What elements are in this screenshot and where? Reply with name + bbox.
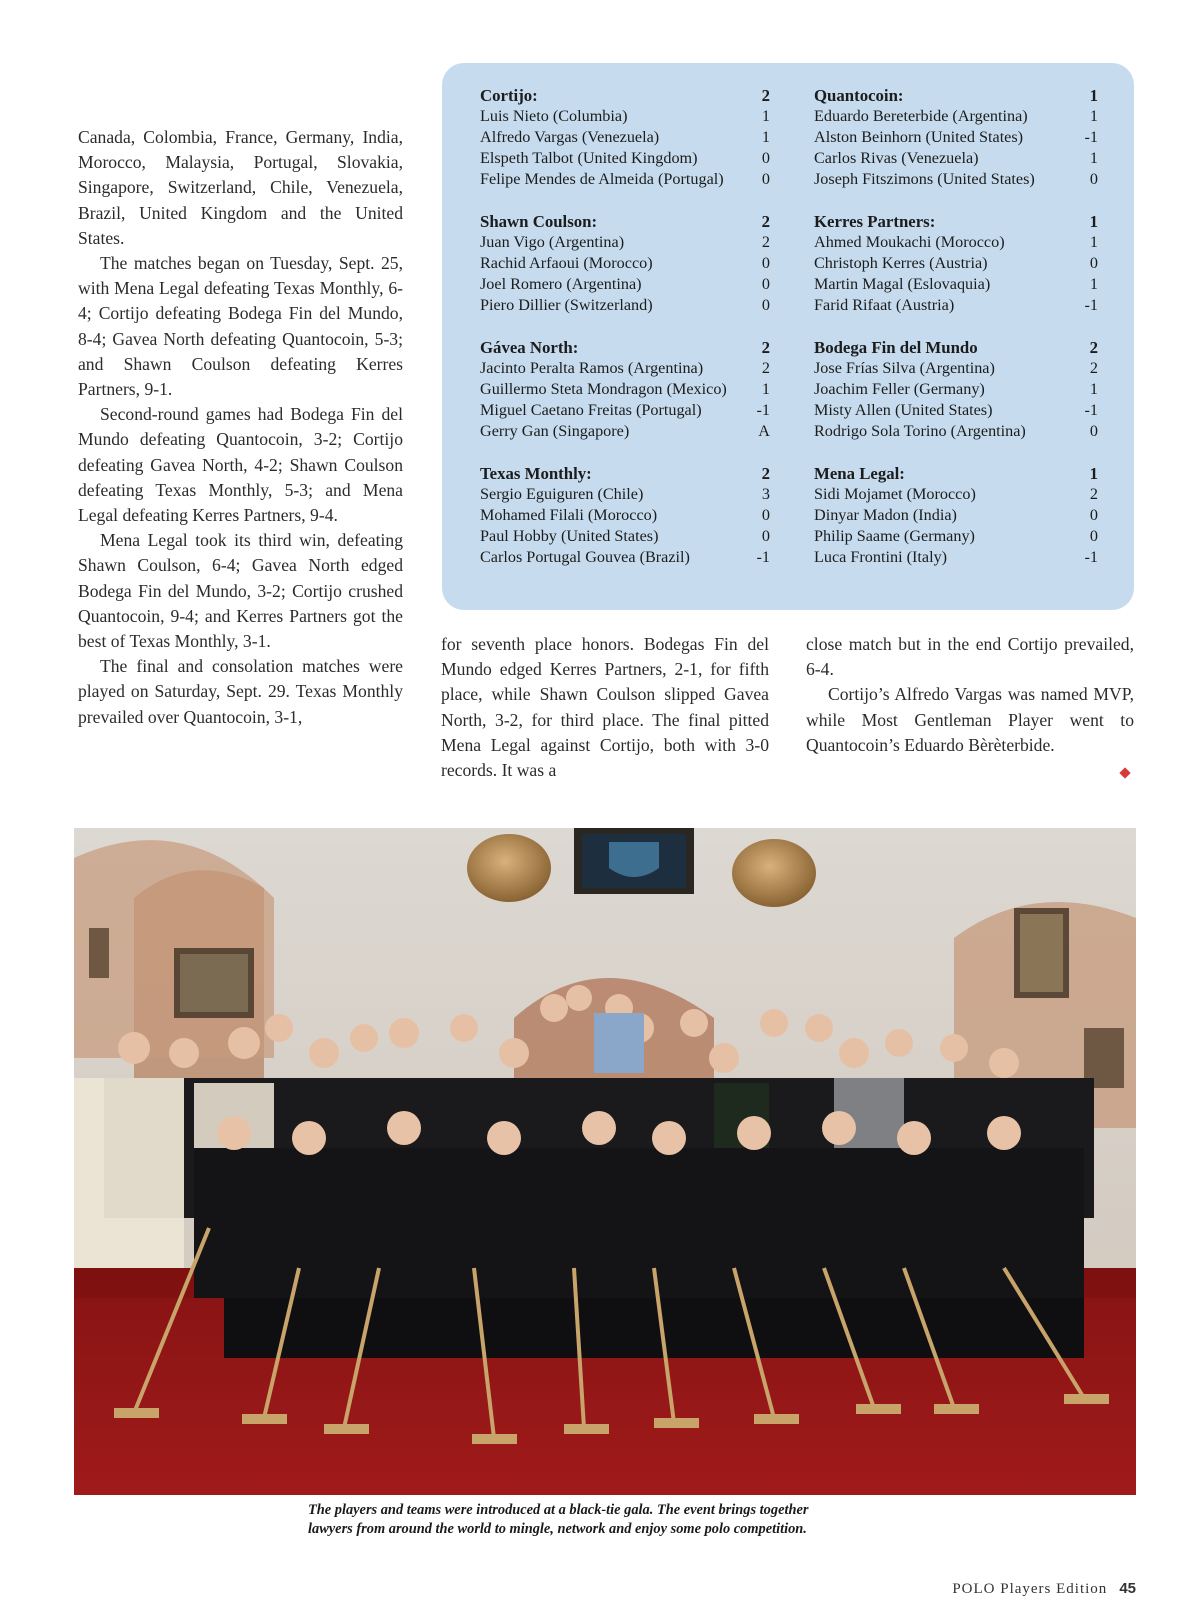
article-paragraph: for seventh place honors. Bodegas Fin del Mundo edged Kerres Partners, 2-1, for fifth place, while Shawn Coulson slipped Gavea North, 3-2, for third place. The final pitted Mena Legal against Cortijo, both with 3-0 records. It was a [441,634,769,781]
team-handicap: 1 [1089,212,1098,231]
team-header [814,337,1098,358]
article-paragraph: The final and consolation matches were played on Saturday, Sept. 29. Texas Monthly prevailed over Quantocoin, 3-1, [78,656,403,727]
player-row [480,547,770,568]
player-handicap: 1 [1089,107,1098,125]
article-column-middle [441,632,769,783]
player-handicap: 2 [1089,359,1098,377]
player-row [480,106,770,127]
player-name: Rachid Arfaoui (Morocco) [480,254,653,272]
team-roster [480,463,770,568]
player-name: Joachim Feller (Germany) [814,380,985,398]
player-handicap: -1 [756,548,770,566]
player-handicap: 3 [761,485,770,503]
player-row [814,232,1098,253]
team-header [814,211,1098,232]
player-row [814,106,1098,127]
end-of-article-mark [1113,764,1129,782]
team-roster [814,211,1098,316]
player-row [480,127,770,148]
player-name: Sergio Eguiguren (Chile) [480,485,644,503]
player-name: Christoph Kerres (Austria) [814,254,988,272]
player-name: Farid Rifaat (Austria) [814,296,955,314]
player-row [480,505,770,526]
player-handicap: 0 [761,254,770,272]
team-header [480,337,770,358]
player-name: Joseph Fitszimons (United States) [814,170,1035,188]
team-roster [814,463,1098,568]
team-roster [480,337,770,442]
team-roster [480,211,770,316]
player-row [480,148,770,169]
team-header [814,85,1098,106]
player-row [814,127,1098,148]
player-row [814,295,1098,316]
team-rosters-box [442,63,1134,610]
player-name: Elspeth Talbot (United Kingdom) [480,149,698,167]
player-row [814,253,1098,274]
gala-group-photo [74,828,1136,1495]
player-row [480,526,770,547]
team-header [480,85,770,106]
article-paragraph: The matches began on Tuesday, Sept. 25, with Mena Legal defeating Texas Monthly, 6-4; Cortijo defeating Bodega Fin del Mundo, 8-4; Gavea North defeating Quantocoin, 5-3; and Shawn Coulson defeating Kerres Partners, 9-1. [78,253,403,400]
player-name: Felipe Mendes de Almeida (Portugal) [480,170,724,188]
team-header [480,463,770,484]
player-handicap: 0 [761,527,770,545]
player-row [480,379,770,400]
player-name: Juan Vigo (Argentina) [480,233,625,251]
article-paragraph: Canada, Colombia, France, Germany, India, Morocco, Malaysia, Portugal, Slovakia, Singapore, Switzerland, Chile, Venezuela, Brazil, United Kingdom and the United States. [78,127,403,248]
player-row [814,400,1098,421]
team-handicap: 2 [761,86,770,105]
player-row [480,295,770,316]
team-name: Bodega Fin del Mundo [814,338,978,357]
player-handicap: 2 [1089,485,1098,503]
page-footer [952,1580,1136,1598]
player-name: Jacinto Peralta Ramos (Argentina) [480,359,704,377]
player-handicap: 0 [1089,170,1098,188]
player-handicap: 1 [1089,275,1098,293]
team-name: Cortijo: [480,86,538,105]
player-handicap: -1 [1084,296,1098,314]
player-name: Ahmed Moukachi (Morocco) [814,233,1005,251]
player-name: Misty Allen (United States) [814,401,993,419]
player-name: Philip Saame (Germany) [814,527,975,545]
team-handicap: 1 [1089,464,1098,483]
player-handicap: 0 [1089,506,1098,524]
player-name: Luca Frontini (Italy) [814,548,948,566]
player-name: Eduardo Bereterbide (Argentina) [814,107,1028,125]
player-handicap: 0 [1089,527,1098,545]
team-name: Mena Legal: [814,464,905,483]
player-name: Sidi Mojamet (Morocco) [814,485,976,503]
player-name: Gerry Gan (Singapore) [480,422,630,440]
article-paragraph: Mena Legal took its third win, defeating Shawn Coulson, 6-4; Gavea North edged Bodega Fin del Mundo, 3-2; Cortijo crushed Quantocoin, 9-4; and Kerres Partners got the best of Texas Monthly, 3-1. [78,530,403,652]
player-row [480,232,770,253]
team-roster [814,337,1098,442]
player-row [480,169,770,190]
player-row [814,169,1098,190]
player-name: Rodrigo Sola Torino (Argentina) [814,422,1026,440]
team-handicap: 2 [761,338,770,357]
article-column-left [78,125,403,730]
player-handicap: 1 [761,380,770,398]
caption-line-2: lawyers from around the world to mingle, network and enjoy some polo competition. [308,1521,807,1537]
team-name: Kerres Partners: [814,212,936,231]
player-handicap: 0 [761,506,770,524]
player-row [814,526,1098,547]
team-handicap: 2 [1089,338,1098,357]
player-name: Miguel Caetano Freitas (Portugal) [480,401,702,419]
player-handicap: -1 [1084,128,1098,146]
article-paragraph: close match but in the end Cortijo prevailed, 6-4. [806,634,1134,680]
team-handicap: 2 [761,464,770,483]
roster-column-left [480,85,770,589]
player-row [480,484,770,505]
team-name: Gávea North: [480,338,579,357]
player-row [814,274,1098,295]
team-header [814,463,1098,484]
people-front-row-seated [194,1148,1084,1358]
player-name: Alston Beinhorn (United States) [814,128,1024,146]
player-name: Martin Magal (Eslovaquia) [814,275,991,293]
player-handicap: 0 [761,170,770,188]
player-name: Alfredo Vargas (Venezuela) [480,128,660,146]
player-handicap: 1 [1089,233,1098,251]
player-handicap: -1 [1084,548,1098,566]
player-name: Joel Romero (Argentina) [480,275,642,293]
player-row [814,358,1098,379]
page-number: 45 [1119,1580,1136,1597]
player-name: Guillermo Steta Mondragon (Mexico) [480,380,727,398]
team-roster [814,85,1098,190]
player-handicap: 0 [761,275,770,293]
player-row [480,358,770,379]
player-name: Paul Hobby (United States) [480,527,659,545]
player-handicap: 0 [761,149,770,167]
player-row [480,421,770,442]
team-name: Shawn Coulson: [480,212,598,231]
player-row [480,400,770,421]
player-handicap: -1 [756,401,770,419]
team-header [480,211,770,232]
photo-caption [308,1501,908,1539]
player-row [480,274,770,295]
player-handicap: 1 [761,107,770,125]
article-paragraph: Cortijo’s Alfredo Vargas was named MVP, while Most Gentleman Player went to Quantocoin’s Eduardo Bèrèterbide. [806,684,1134,755]
player-handicap: 0 [761,296,770,314]
caption-line-1: The players and teams were introduced at a black-tie gala. The event brings together [308,1502,809,1518]
player-handicap: 1 [1089,149,1098,167]
roster-column-right [814,85,1098,589]
player-name: Carlos Rivas (Venezuela) [814,149,979,167]
team-handicap: 2 [761,212,770,231]
publication-name: POLO Players Edition [952,1581,1108,1597]
player-name: Mohamed Filali (Morocco) [480,506,658,524]
team-name: Texas Monthly: [480,464,592,483]
player-handicap: 0 [1089,254,1098,272]
article-column-right [806,632,1134,758]
player-handicap: -1 [1084,401,1098,419]
player-name: Piero Dillier (Switzerland) [480,296,653,314]
player-name: Carlos Portugal Gouvea (Brazil) [480,548,690,566]
player-name: Dinyar Madon (India) [814,506,957,524]
article-paragraph: Second-round games had Bodega Fin del Mundo defeating Quantocoin, 3-2; Cortijo defeating Gavea North, 4-2; Shawn Coulson defeating Texas Monthly, 5-3; and Mena Legal defeating Kerres Partners, 9-4. [78,404,403,526]
team-name: Quantocoin: [814,86,904,105]
player-row [814,484,1098,505]
player-row [814,505,1098,526]
player-name: Luis Nieto (Columbia) [480,107,628,125]
player-handicap: 1 [1089,380,1098,398]
player-row [814,547,1098,568]
player-handicap: 2 [761,233,770,251]
player-row [814,148,1098,169]
player-handicap: 0 [1089,422,1098,440]
player-handicap: 1 [761,128,770,146]
player-handicap: A [758,422,770,440]
player-row [814,379,1098,400]
team-handicap: 1 [1089,86,1098,105]
player-handicap: 2 [761,359,770,377]
player-row [480,253,770,274]
player-name: Jose Frías Silva (Argentina) [814,359,995,377]
player-row [814,421,1098,442]
team-roster [480,85,770,190]
